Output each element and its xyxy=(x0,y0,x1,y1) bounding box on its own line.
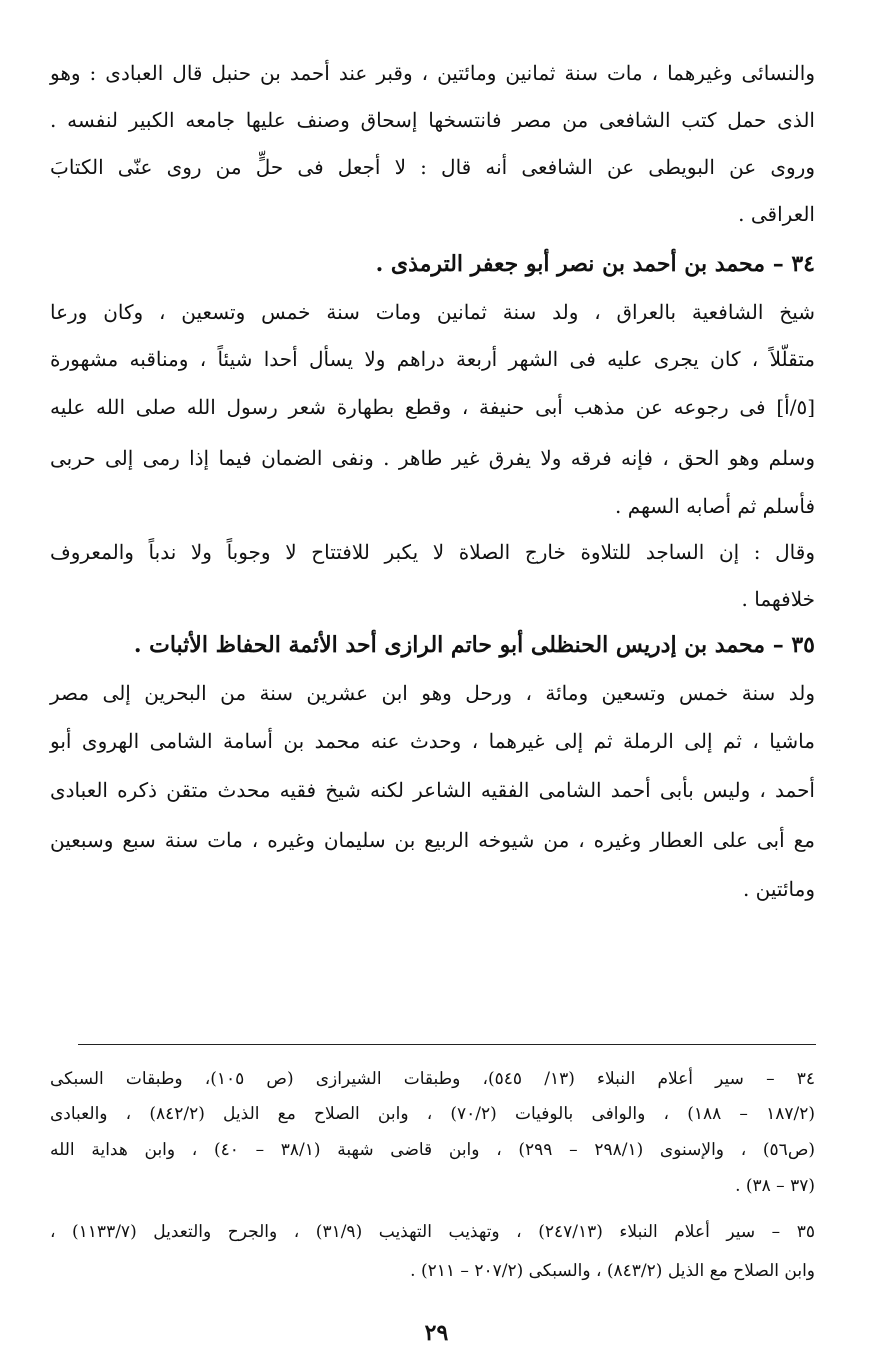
entry-35-heading: ٣٥ – محمد بن إدريس الحنظلى أبو حاتم الرازى أحد الأئمة الحفاظ الأثبات . xyxy=(133,632,815,658)
page-number: ٢٩ xyxy=(424,1320,449,1346)
body-line: ماشيا ، ثم إلى الرملة ثم إلى غيرهما ، وحدث عنه محمد بن أسامة الشامى الهروى أبو xyxy=(50,729,815,753)
body-line: وسلم وهو الحق ، فإنه فرقه ولا يفرق غير طاهر . ونفى الضمان فيما إذا رمى إلى حربى xyxy=(50,446,815,470)
body-line: وروى عن البويطى عن الشافعى أنه قال : لا أجعل فى حلٍّ من روى عنّى الكتابَ xyxy=(50,155,815,179)
body-line: خلافهما . xyxy=(741,587,815,611)
body-line: متقلّلاً ، كان يجرى عليه فى الشهر أربعة دراهم ولا يسأل أحدا شيئاً ، ومناقبه مشهورة xyxy=(50,347,815,371)
footnote-line: (١٨٧/٢ – ١٨٨) ، والوافى بالوفيات (٧٠/٢) ، وابن الصلاح مع الذيل (٨٤٢/٢) ، والعبادى xyxy=(50,1104,815,1124)
body-line: شيخ الشافعية بالعراق ، ولد سنة ثمانين ومات سنة خمس وتسعين ، وكان ورعا xyxy=(50,300,815,324)
footnote-line: ٣٥ – سير أعلام النبلاء (٢٤٧/١٣) ، وتهذيب التهذيب (٣١/٩) ، والجرح والتعديل (١١٣٣/٧) ، xyxy=(50,1222,815,1242)
body-line: والنسائى وغيرهما ، مات سنة ثمانين ومائتين ، وقبر عند أحمد بن حنبل قال العبادى : وهو xyxy=(50,61,815,85)
footnote-line: وابن الصلاح مع الذيل (٨٤٣/٢) ، والسبكى (٢٠٧/٢ – ٢١١) . xyxy=(410,1261,815,1281)
body-line: الذى حمل كتب الشافعى من مصر فانتسخها إسحاق وصنف عليها جامعه الكبير لنفسه . xyxy=(50,108,815,132)
footnote-line: (ص٥٦) ، والإسنوى (٢٩٨/١ – ٢٩٩) ، وابن قاضى شهبة (٣٨/١ – ٤٠) ، وابن هداية الله xyxy=(50,1140,815,1160)
footnote-line: (٣٧ – ٣٨) . xyxy=(735,1176,815,1196)
footnote-rule xyxy=(78,1044,816,1045)
body-line: وقال : إن الساجد للتلاوة خارج الصلاة لا يكبر للافتتاح لا وجوباً ولا ندباً والمعروف xyxy=(50,540,815,564)
body-line: مع أبى على العطار وغيره ، من شيوخه الربيع بن سليمان وغيره ، مات سنة سبع وسبعين xyxy=(50,828,815,852)
entry-34-heading: ٣٤ – محمد بن أحمد بن نصر أبو جعفر الترمذى . xyxy=(375,251,815,277)
footnote-line: ٣٤ – سير أعلام النبلاء (١٣/ ٥٤٥)، وطبقات الشيرازى (ص ١٠٥)، وطبقات السبكى xyxy=(50,1069,815,1089)
body-line: [٥/أ] فى رجوعه عن مذهب أبى حنيفة ، وقطع بطهارة شعر رسول الله صلى الله عليه xyxy=(50,395,815,419)
body-line: ولد سنة خمس وتسعين ومائة ، ورحل وهو ابن عشرين سنة من البحرين إلى مصر xyxy=(50,681,815,705)
body-line: ومائتين . xyxy=(742,877,815,901)
body-line: العراقى . xyxy=(738,202,815,226)
body-line: فأسلم ثم أصابه السهم . xyxy=(615,494,815,518)
body-line: أحمد ، وليس بأبى أحمد الشامى الفقيه الشاعر لكنه شيخ فقيه محدث متقن ذكره العبادى xyxy=(50,778,815,802)
